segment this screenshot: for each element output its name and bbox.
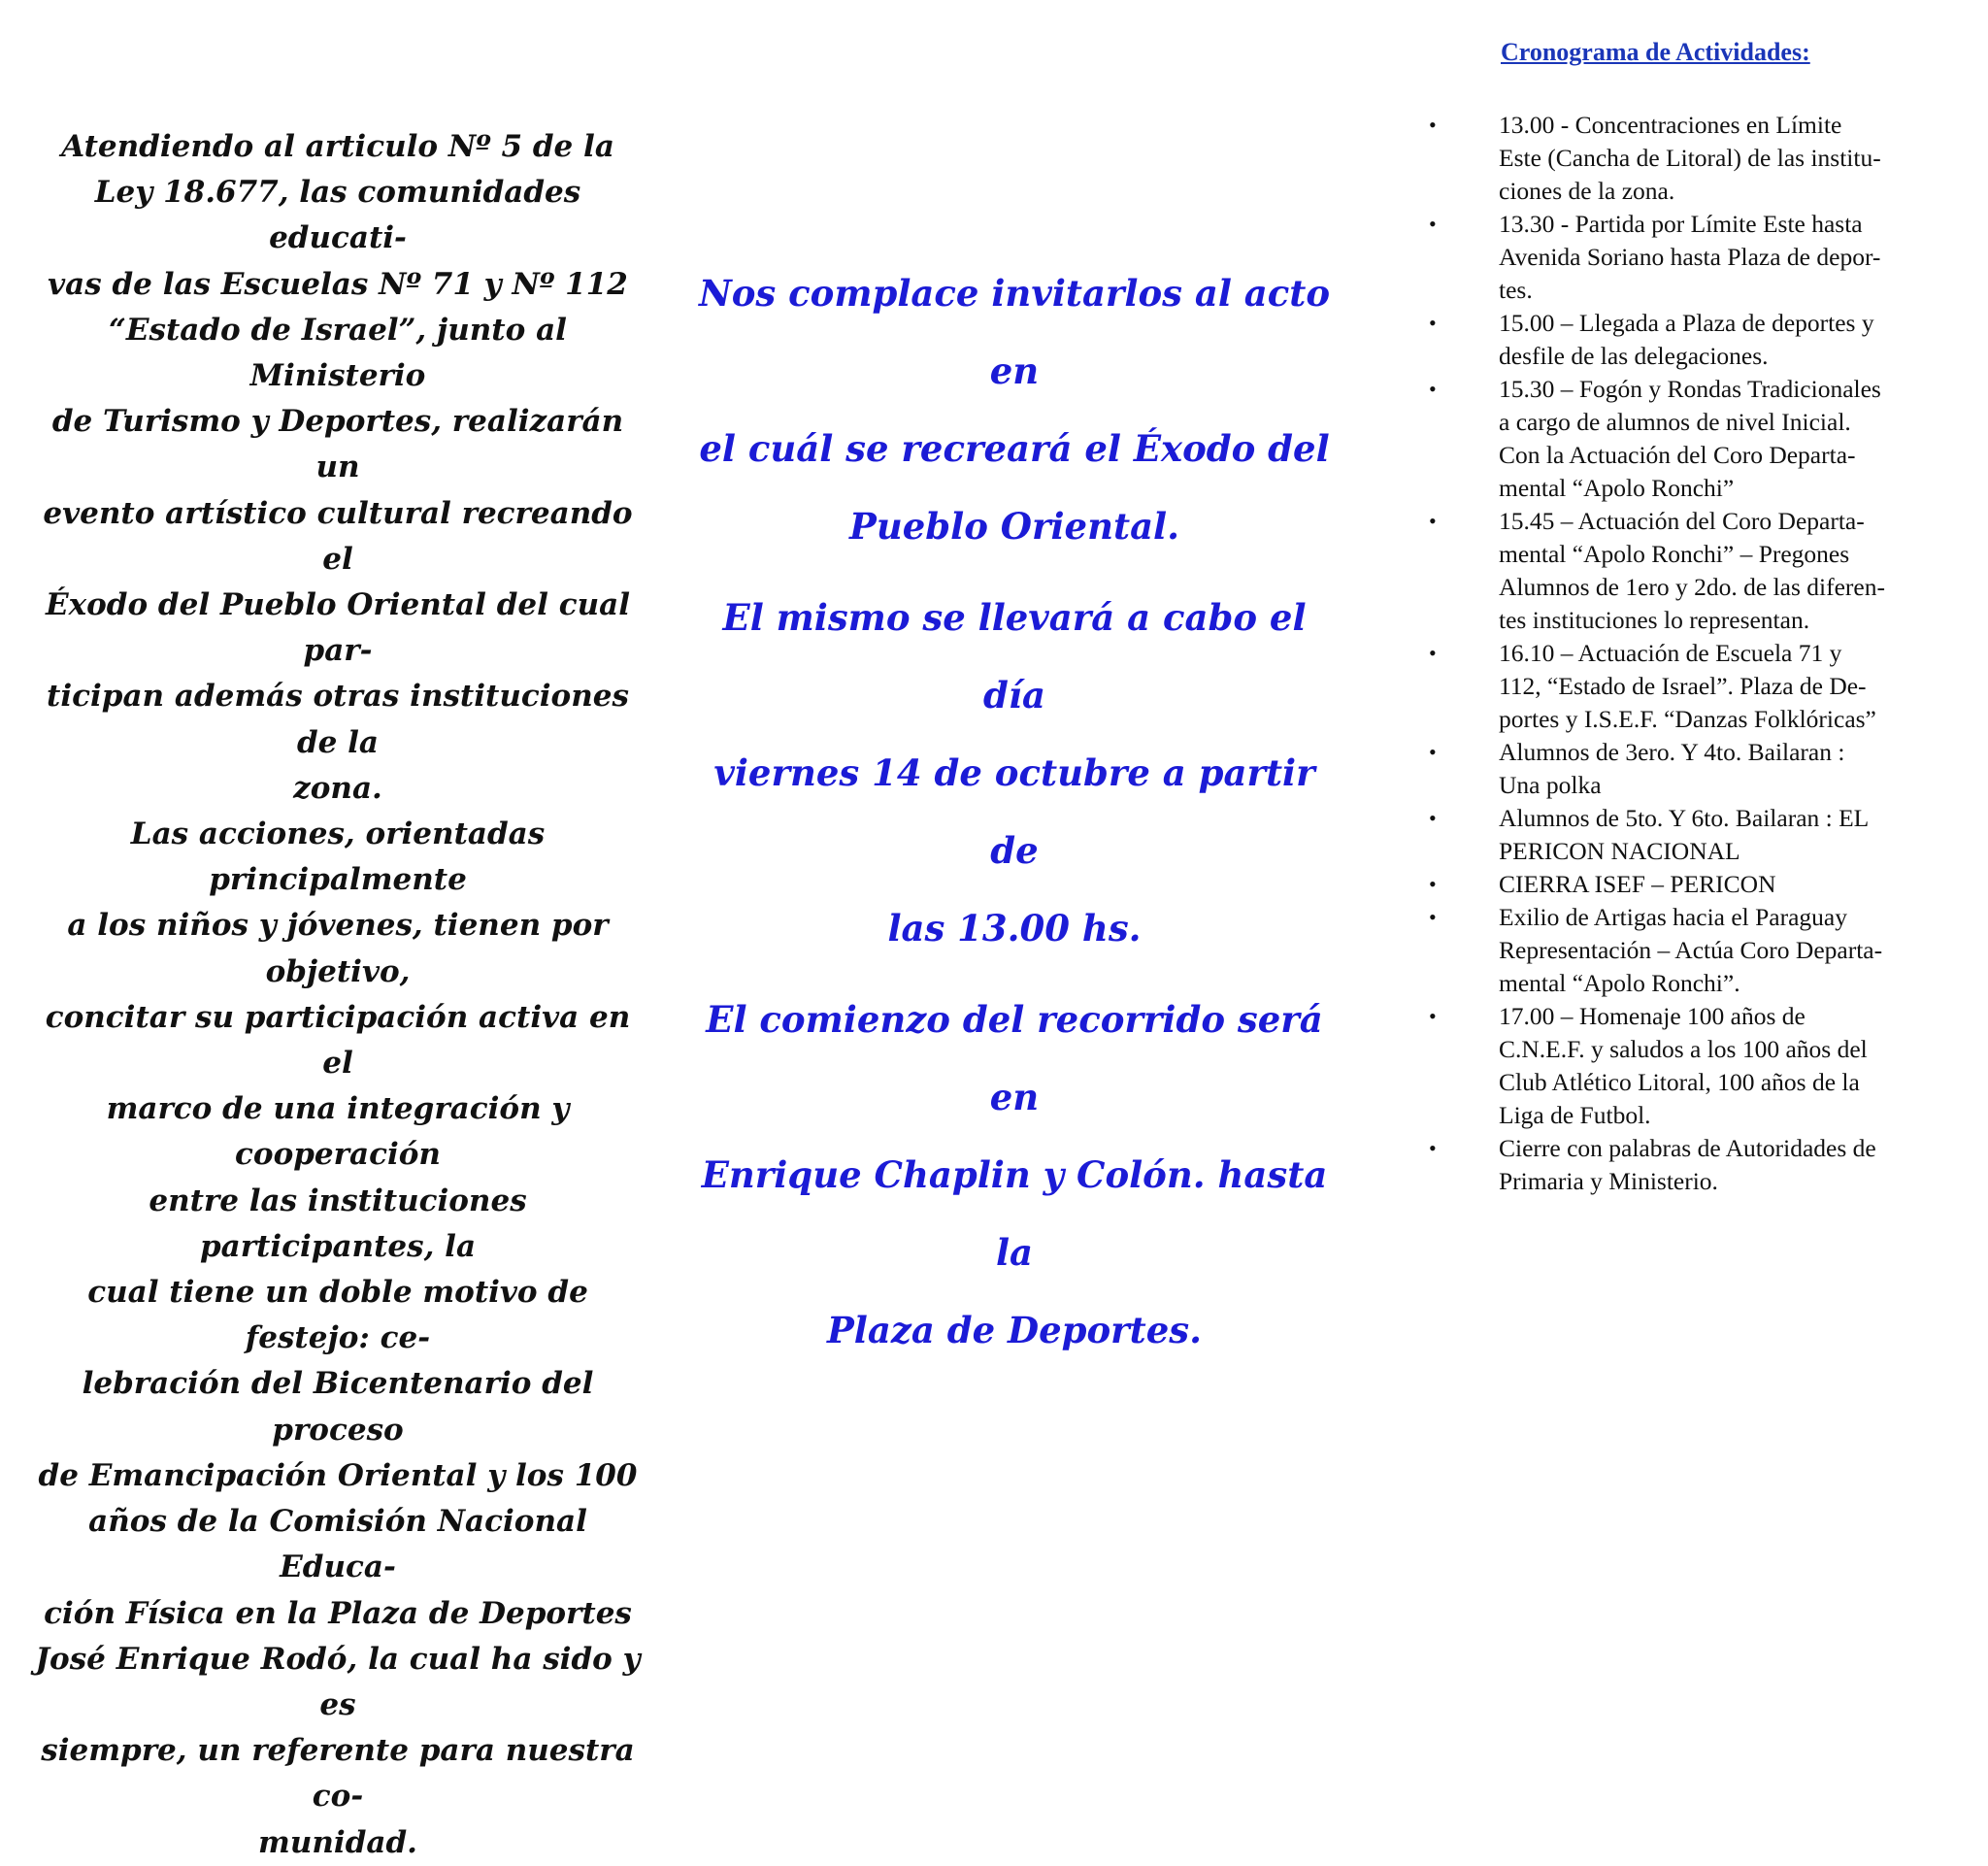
- intro-line: zona.: [293, 770, 382, 806]
- schedule-panel: [1417, 35, 1961, 1198]
- schedule-item-line: desfile de las delegaciones.: [1499, 342, 1769, 370]
- intro-line: vas de las Escuelas Nº 71 y Nº 112: [48, 266, 628, 302]
- objectives-line: José Enrique Rodó, la cual ha sido y es: [35, 1641, 641, 1722]
- bullet-icon: •: [1429, 1136, 1437, 1160]
- schedule-item-line: 16.10 – Actuación de Escuela 71 y: [1499, 639, 1842, 667]
- intro-line: Ley 18.677, las comunidades educati-: [94, 175, 581, 256]
- route-paragraph: [689, 981, 1340, 1369]
- objectives-line: marco de una integración y cooperación: [106, 1091, 570, 1173]
- bullet-icon: •: [1429, 872, 1437, 896]
- schedule-item-line: CIERRA ISEF – PERICON: [1499, 870, 1776, 898]
- schedule-item-line: Liga de Futbol.: [1499, 1101, 1651, 1129]
- schedule-item-line: Exilio de Artigas hacia el Paraguay: [1499, 903, 1848, 931]
- schedule-item-line: tes.: [1499, 276, 1533, 304]
- intro-line: ticipan además otras instituciones de la: [47, 679, 629, 760]
- schedule-item-line: Una polka: [1499, 771, 1602, 799]
- schedule-item-line: 13.30 - Partida por Límite Este hasta: [1499, 210, 1863, 238]
- schedule-item-line: 15.45 – Actuación del Coro Departa-: [1499, 507, 1865, 535]
- bullet-icon: •: [1429, 377, 1437, 401]
- invitation-line: Pueblo Oriental.: [849, 505, 1179, 548]
- schedule-item-line: Avenida Soriano hasta Plaza de depor-: [1499, 243, 1881, 271]
- invitation-line: Nos complace invitarlos al acto en: [698, 272, 1331, 392]
- intro-line: Atendiendo al articulo Nº 5 de la: [61, 129, 614, 164]
- intro-line: evento artístico cultural recreando el: [43, 495, 633, 577]
- schedule-item-line: Club Atlético Litoral, 100 años de la: [1499, 1068, 1860, 1096]
- schedule-item-line: PERICON NACIONAL: [1499, 837, 1740, 865]
- schedule-item-line: Alumnos de 1ero y 2do. de las diferen-: [1499, 573, 1885, 601]
- objectives-line: concitar su participación activa en el: [45, 999, 631, 1082]
- schedule-item: [1417, 802, 1961, 868]
- schedule-item: [1417, 307, 1961, 373]
- schedule-item-line: mental “Apolo Ronchi” – Pregones: [1499, 540, 1850, 568]
- schedule-item-line: 15.00 – Llegada a Plaza de deportes y: [1499, 309, 1874, 337]
- bullet-icon: •: [1429, 905, 1437, 929]
- schedule-item-line: Representación – Actúa Coro Departa-: [1499, 936, 1883, 964]
- schedule-item: [1417, 868, 1961, 901]
- objectives-line: lebración del Bicentenario del proceso: [82, 1366, 594, 1448]
- schedule-item-line: ciones de la zona.: [1499, 177, 1675, 205]
- objectives-paragraph: [27, 812, 648, 1866]
- route-line: El comienzo del recorrido será en: [706, 998, 1323, 1118]
- schedule-item: [1417, 736, 1961, 802]
- schedule-item-line: 13.00 - Concentraciones en Límite: [1499, 111, 1842, 139]
- schedule-item-line: Primaria y Ministerio.: [1499, 1167, 1718, 1195]
- intro-line: “Estado de Israel”, junto al Ministerio: [109, 312, 567, 394]
- objectives-line: a los niños y jóvenes, tienen por objetivo,: [67, 908, 609, 989]
- date-line: El mismo se llevará a cabo el día: [722, 596, 1307, 716]
- schedule-item-line: a cargo de alumnos de nivel Inicial.: [1499, 408, 1851, 436]
- bullet-icon: •: [1429, 311, 1437, 335]
- schedule-item: [1417, 1000, 1961, 1132]
- objectives-line: de Emancipación Oriental y los 100: [38, 1457, 638, 1493]
- schedule-item: [1417, 1132, 1961, 1198]
- schedule-title: Cronograma de Actividades:: [1501, 38, 1810, 66]
- objectives-line: años de la Comisión Nacional Educa-: [88, 1504, 587, 1585]
- schedule-item-line: mental “Apolo Ronchi”.: [1499, 969, 1740, 997]
- objectives-line: entre las instituciones participantes, la: [149, 1183, 527, 1264]
- objectives-line: siempre, un referente para nuestra co-: [41, 1733, 635, 1815]
- intro-paragraph: [27, 124, 648, 812]
- schedule-item-line: Alumnos de 3ero. Y 4to. Bailaran :: [1499, 738, 1845, 766]
- schedule-item-line: Este (Cancha de Litoral) de las institu-: [1499, 144, 1881, 172]
- invitation-paragraph: [689, 254, 1340, 565]
- date-line: viernes 14 de octubre a partir de: [713, 751, 1315, 872]
- bullet-icon: •: [1429, 509, 1437, 533]
- intro-line: Éxodo del Pueblo Oriental del cual par-: [46, 587, 630, 669]
- objectives-line: ción Física en la Plaza de Deportes: [44, 1595, 632, 1631]
- schedule-item: [1417, 373, 1961, 505]
- date-line: las 13.00 hs.: [887, 907, 1142, 950]
- schedule-item-line: Con la Actuación del Coro Departa-: [1499, 441, 1856, 469]
- schedule-list: [1417, 109, 1961, 1198]
- schedule-item-line: C.N.E.F. y saludos a los 100 años del: [1499, 1035, 1868, 1063]
- route-line: Enrique Chaplin y Colón. hasta la: [701, 1153, 1328, 1274]
- intro-line: de Turismo y Deportes, realizarán un: [51, 404, 624, 485]
- objectives-line: munidad.: [258, 1824, 417, 1860]
- schedule-item: [1417, 109, 1961, 208]
- schedule-item-line: 17.00 – Homenaje 100 años de: [1499, 1002, 1806, 1030]
- left-panel: [27, 124, 648, 1866]
- bullet-icon: •: [1429, 806, 1437, 830]
- bullet-icon: •: [1429, 641, 1437, 665]
- schedule-item: [1417, 505, 1961, 637]
- schedule-item-line: mental “Apolo Ronchi”: [1499, 474, 1735, 502]
- invitation-panel: [689, 254, 1340, 1383]
- bullet-icon: •: [1429, 1004, 1437, 1028]
- schedule-item-line: 15.30 – Fogón y Rondas Tradicionales: [1499, 375, 1881, 403]
- schedule-item-line: Alumnos de 5to. Y 6to. Bailaran : EL: [1499, 804, 1870, 832]
- bullet-icon: •: [1429, 212, 1437, 236]
- schedule-item-line: Cierre con palabras de Autoridades de: [1499, 1134, 1876, 1162]
- objectives-line: cual tiene un doble motivo de festejo: ce-: [87, 1275, 588, 1356]
- schedule-item-line: tes instituciones lo representan.: [1499, 606, 1810, 634]
- route-line: Plaza de Deportes.: [826, 1309, 1203, 1351]
- objectives-line: Las acciones, orientadas principalmente: [130, 816, 546, 898]
- date-paragraph: [689, 579, 1340, 967]
- schedule-item: [1417, 901, 1961, 1000]
- schedule-item: [1417, 208, 1961, 307]
- schedule-item-line: 112, “Estado de Israel”. Plaza de De-: [1499, 672, 1867, 700]
- bullet-icon: •: [1429, 113, 1437, 137]
- schedule-item-line: portes y I.S.E.F. “Danzas Folklóricas”: [1499, 705, 1876, 733]
- invitation-line: el cuál se recreará el Éxodo del: [699, 427, 1330, 470]
- bullet-icon: •: [1429, 740, 1437, 764]
- schedule-item: [1417, 637, 1961, 736]
